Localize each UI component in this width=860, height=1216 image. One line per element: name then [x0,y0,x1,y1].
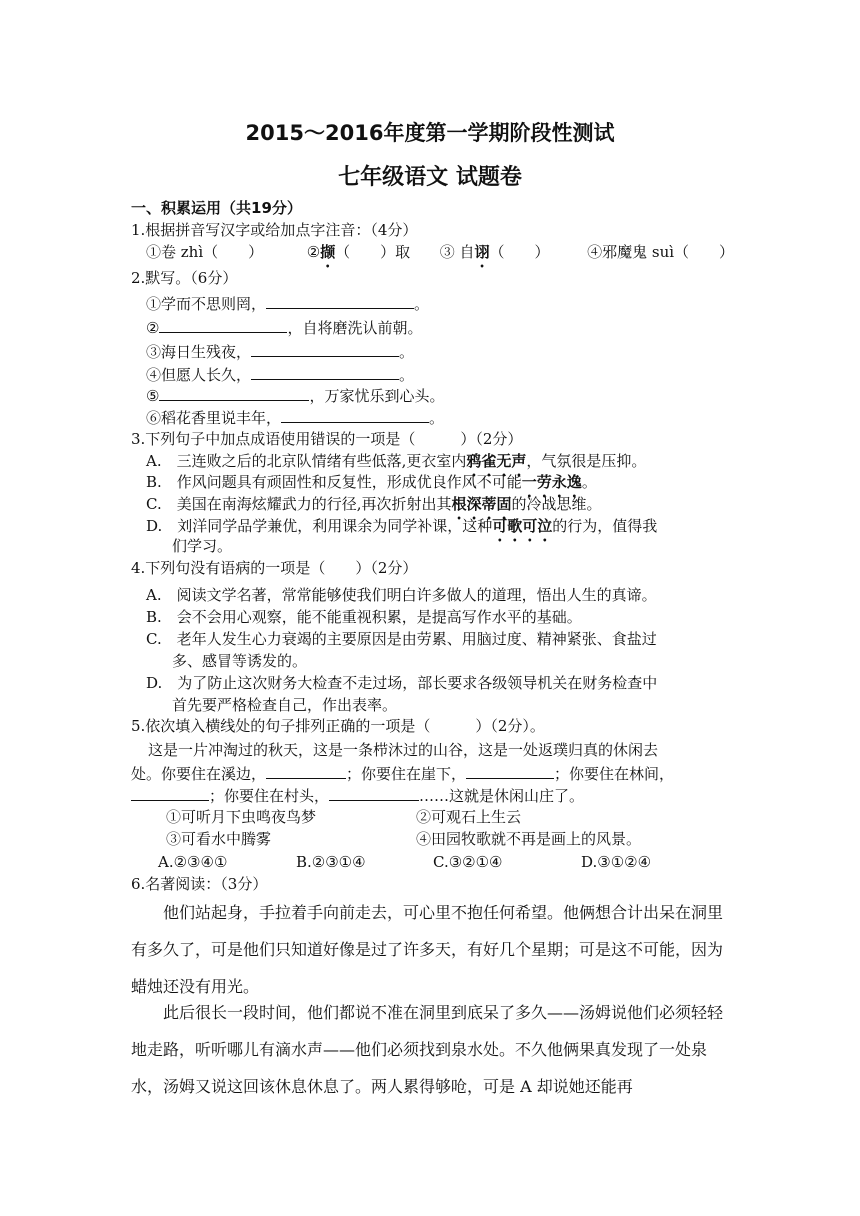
q3-option-c: C. 美国在南海炫耀武力的行径,再次折射出其根深蒂固的冷战思维。 [146,495,602,513]
q5-option-2: ②可观石上生云 [416,808,522,826]
q5-passage-3: ；你要住在村头， ……这就是休闲山庄了。 [131,785,584,806]
idiom: 鸦雀无声 [466,452,527,470]
q5-option-4: ④田园牧歌就不再是画上的风景。 [416,830,642,848]
question-6-stem: 6.名著阅读：（3分） [131,875,268,893]
q4-option-c: C. 老年人发生心力衰竭的主要原因是由劳累、用脑过度、精神紧张、食盐过 [146,630,657,648]
q2-line-2: ② ，自将磨洗认前朝。 [146,319,423,337]
q5-choice-b: B.②③①④ [296,853,366,871]
q5-passage-1: 这是一片冲淘过的秋天，这是一条栉沐过的山谷，这是一处返璞归真的休闲去 [148,741,659,759]
q2-line-4: ④但愿人长久， 。 [146,366,415,384]
question-1-items [146,242,734,271]
answer-blank[interactable] [251,341,399,357]
section-heading: 一、积累运用（共19分） [131,199,302,217]
answer-blank[interactable] [251,364,399,380]
q4-option-a: A. 阅读文学名著，常常能够使我们明白许多做人的道理，悟出人生的真谛。 [146,586,657,604]
q1-item-2-char: 撷 [320,243,336,261]
q4-option-d: D. 为了防止这次财务大检查不走过场，部长要求各级领导机关在财务检查中 [146,674,658,692]
question-4-stem: 4.下列句没有语病的一项是（ ）（2分） [131,559,418,577]
q2-line-5: ⑤ ，万家忧乐到心头。 [146,387,445,405]
q5-option-3: ③可看水中腾雾 [166,830,272,848]
q3-option-d-cont: 们学习。 [172,537,233,555]
q1-item-4: ④邪魔鬼 suì（ ） [587,243,735,261]
idiom: 可歌可泣 [492,517,553,535]
q2-line-3: ③海日生残夜， 。 [146,343,415,361]
question-3-stem: 3.下列句子中加点成语使用错误的一项是（ ）（2分） [131,430,523,448]
q1-item-2-prefix: ② [306,243,321,261]
answer-blank[interactable] [159,385,309,401]
q4-option-b: B. 会不会用心观察，能不能重视积累，是提高写作水平的基础。 [146,608,582,626]
answer-blank[interactable] [466,763,554,779]
exam-title: 2015～2016年度第一学期阶段性测试 [245,121,615,145]
q5-choice-a: A.②③④① [158,853,228,871]
q1-item-2-suffix: （ ）取 [335,243,411,261]
idiom: 根深蒂固 [451,495,512,513]
q2-line-1: ①学而不思则罔， 。 [146,295,430,313]
q5-choice-d: D.③①②④ [581,853,652,871]
q4-option-d-cont: 首先要严格检查自己，作出表率。 [172,696,398,714]
question-1-stem: 1.根据拼音写汉字或给加点字注音：（4分） [131,221,418,239]
q1-item-3-prefix: ③ 自 [439,243,475,261]
reading-paragraph-2: 此后很长一段时间，他们都说不准在洞里到底呆了多久——汤姆说他们必须轻轻地走路，听听哪儿有滴水声——他们必须找到泉水处。不久他俩果真发现了一处泉水，汤姆又说这回该休息休息了。两人累得够呛，可是 A 却说她还能再 [131,1003,724,1096]
answer-blank[interactable] [329,785,419,801]
q1-item-3-suffix: （ ） [489,243,550,261]
question-2-stem: 2.默写。（6分） [131,269,238,287]
reading-paragraph-1: 他们站起身，手拉着手向前走去，可心里不抱任何希望。他俩想合计出呆在洞里有多久了，可是他们只知道好像是过了许多天，有好几个星期；可是这不可能，因为蜡烛还没有用光。 [131,903,724,996]
q4-option-c-cont: 多、感冒等诱发的。 [172,652,308,670]
q5-option-1: ①可听月下虫鸣夜鸟梦 [166,808,317,826]
idiom: 一劳永逸 [521,473,582,491]
q5-passage-2: 处。你要住在溪边， ；你要住在崖下， ；你要住在林间， [131,765,675,783]
answer-blank[interactable] [281,407,429,423]
answer-blank[interactable] [266,763,346,779]
question-5-stem: 5.依次填入横线处的句子排列正确的一项是（ ）（2分）。 [131,717,545,735]
q1-item-1: ①卷 zhì（ ） [146,243,264,261]
q5-choice-c: C.③②①④ [433,853,503,871]
answer-blank[interactable] [159,317,287,333]
q3-option-a: A. 三连败之后的北京队情绪有些低落,更衣室内鸦雀无声，气氛很是压抑。 [146,452,647,470]
answer-blank[interactable] [131,785,209,801]
exam-subtitle: 七年级语文 试题卷 [338,165,522,190]
answer-blank[interactable] [266,293,414,309]
q3-option-d: D. 刘洋同学品学兼优，利用课余为同学补课，这种可歌可泣的行为，值得我 [146,517,658,535]
q1-item-3-char: 诩 [474,243,490,261]
q2-line-6: ⑥稻花香里说丰年， 。 [146,409,445,427]
q3-option-b: B. 作风问题具有顽固性和反复性，形成优良作风不可能一劳永逸。 [146,473,597,491]
